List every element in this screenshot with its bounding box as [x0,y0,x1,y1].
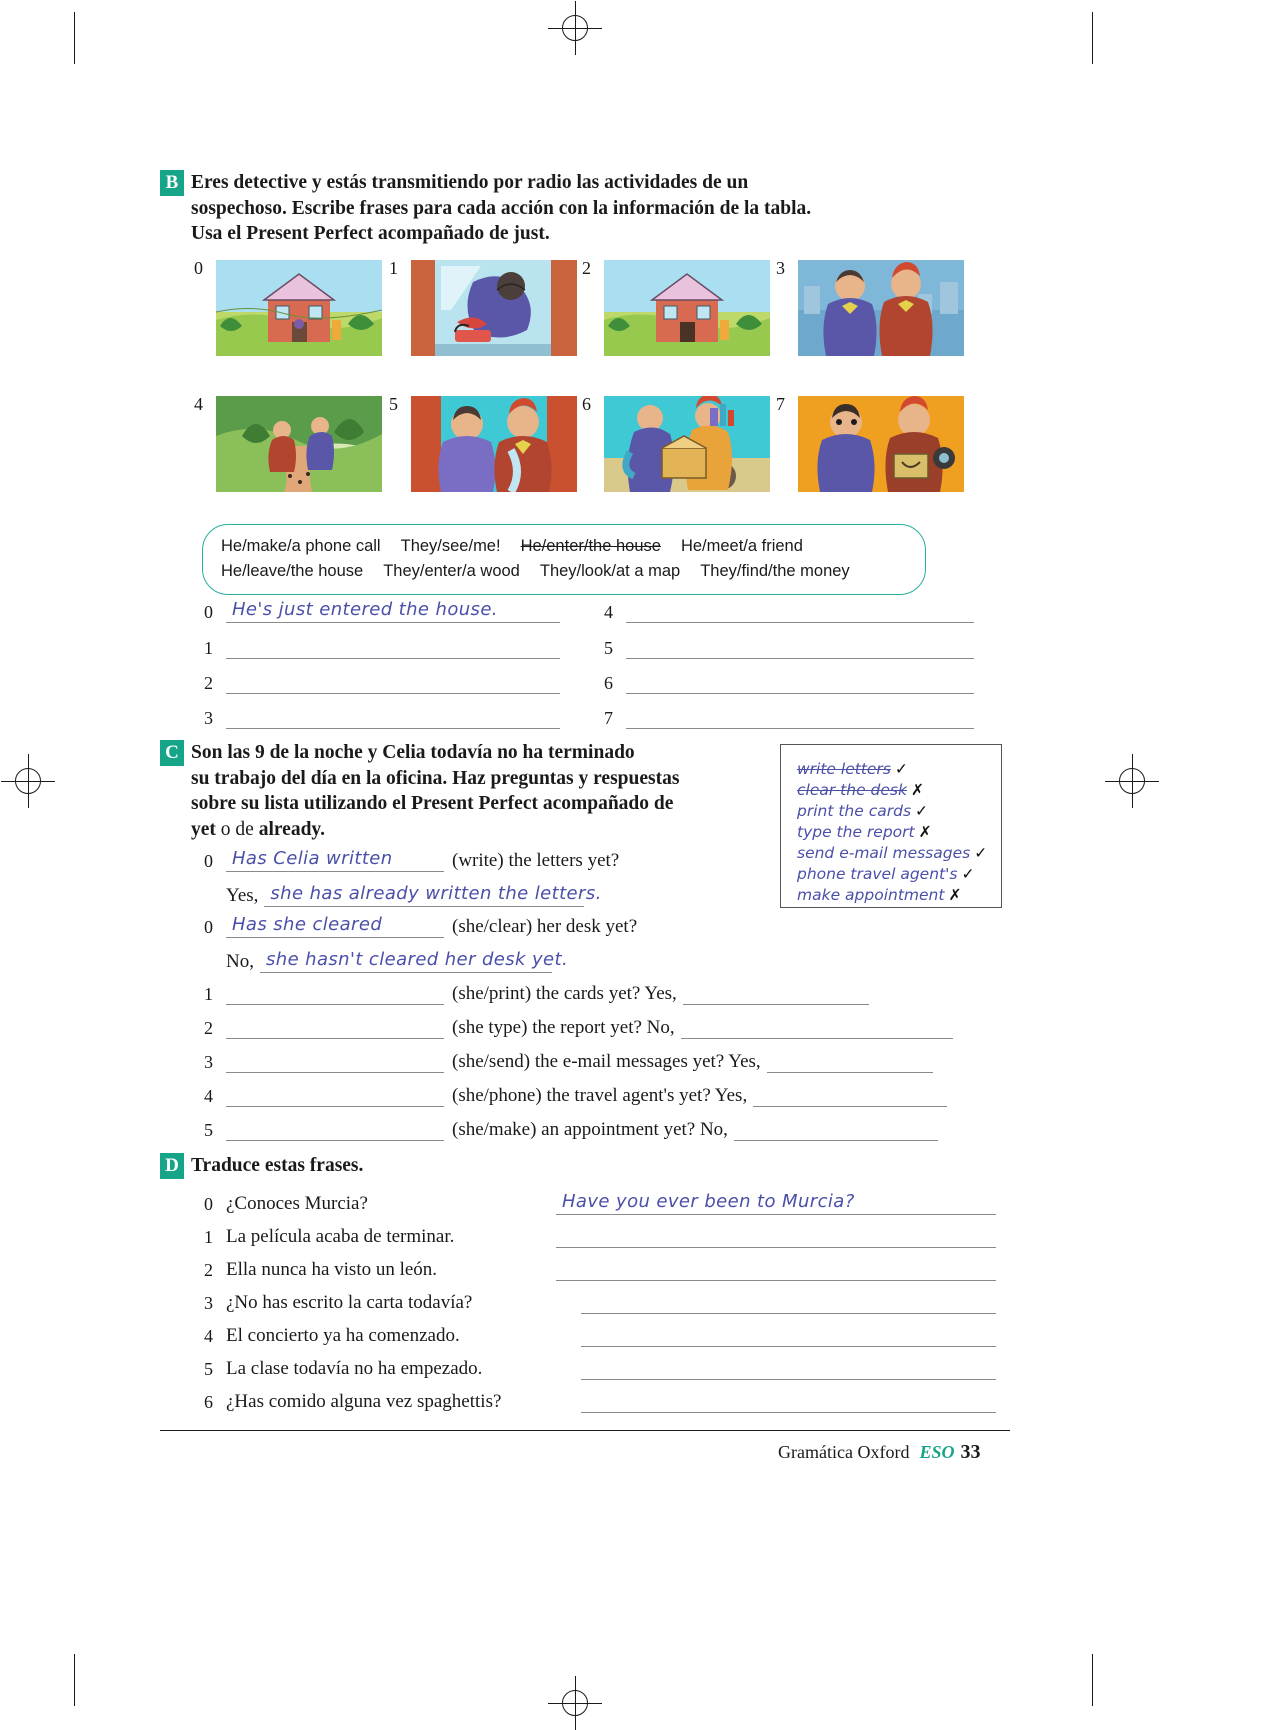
row-prompt: (she type) the report yet? No, [452,1017,675,1038]
exercise-c-row-3[interactable] [204,1050,933,1073]
row-prompt: (she/print) the cards yet? Yes, [452,983,677,1004]
exercise-d-header [160,1153,760,1179]
question-tail: (write) the letters yet? [452,850,620,871]
answer-prefix: Yes, [226,885,259,906]
exercise-b-instruction-line2: sospechoso. Escribe frases para cada acción con la información de la tabla. [191,197,812,219]
row-number: 1 [204,1227,213,1247]
answer-line[interactable] [226,636,560,659]
word-bank [202,524,926,595]
page-footer [778,1441,980,1464]
exercise-c-instruction-line1: Son las 9 de la noche y Celia todavía no ha terminado [191,742,635,763]
answer-line[interactable] [626,600,974,623]
exercise-b-answer-row-7[interactable] [604,706,984,729]
exercise-c-instruction-line2: su trabajo del día en la oficina. Haz preguntas y respuestas [191,767,680,789]
word-bank-row-2 [221,559,909,584]
exercise-c-example-2-answer[interactable] [226,949,569,973]
checklist-task: make appointment [797,886,945,904]
footer-rule [160,1430,1010,1431]
cross-mark-icon: ✗ [918,823,932,841]
answer-line[interactable] [226,849,444,872]
check-mark-icon: ✓ [915,802,929,820]
spanish-sentence: El concierto ya ha comenzado. [226,1325,460,1346]
crop-mark-top-left [74,12,75,64]
checklist-task: clear the desk [797,781,907,799]
exercise-b-answer-row-0[interactable] [204,600,574,623]
exercise-d-row-2[interactable] [204,1258,1004,1281]
checklist-task: send e-mail messages [797,844,971,862]
question-tail: (she/clear) her desk yet? [452,916,638,937]
answer-line[interactable] [264,883,602,907]
answer-number: 4 [604,602,613,622]
handwritten-answer: Has Celia written [232,848,393,869]
checklist-item-6 [797,885,985,906]
spanish-sentence: La película acaba de terminar. [226,1226,455,1247]
checklist-task: type the report [797,823,915,841]
picture-number-7: 7 [776,394,785,414]
word-bank-item-5: They/enter/a wood [383,562,520,580]
translation-line[interactable] [581,1390,996,1413]
picture-number-3: 3 [776,258,785,278]
exercise-c-row-4[interactable] [204,1084,947,1107]
picture-strip-row-2 [194,396,974,496]
spanish-sentence: ¿Has comido alguna vez spaghettis? [226,1391,502,1412]
exercise-c-example-2-question[interactable] [204,915,643,938]
exercise-d-row-4[interactable] [204,1324,1004,1347]
exercise-c-instruction [191,740,679,842]
picture-two-men-5 [411,396,577,492]
row-prompt: (she/send) the e-mail messages yet? Yes, [452,1051,761,1072]
cross-mark-icon: ✗ [948,886,962,904]
picture-house-2 [604,260,770,356]
exercise-c-row-5[interactable] [204,1118,938,1141]
exercise-b-answer-row-3[interactable] [204,706,574,729]
row-number: 3 [204,1293,213,1313]
translation-line[interactable] [581,1357,996,1380]
exercise-c-conjunction: o de [215,818,259,840]
picture-number-2: 2 [582,258,591,278]
translation-line[interactable] [556,1225,996,1248]
picture-number-6: 6 [582,394,591,414]
exercise-b-instruction [191,170,811,247]
row-prompt: (she/phone) the travel agent's yet? Yes, [452,1085,748,1106]
answer-number: 7 [604,708,613,728]
answer-line[interactable] [226,706,560,729]
row-number: 0 [204,851,213,871]
spanish-sentence: La clase todavía no ha empezado. [226,1358,483,1379]
checklist-task: print the cards [797,802,912,820]
picture-number-4: 4 [194,394,203,414]
word-bank-item-6: They/look/at a map [539,562,681,580]
picture-find-money-6 [604,396,770,492]
exercise-c-keyword-yet: yet [191,818,216,840]
handwritten-answer: Has she cleared [232,914,383,935]
word-bank-item-2: He/enter/the house [520,537,661,555]
exercise-b-instruction-line1: Eres detective y estás transmitiendo por radio las actividades de un [191,172,749,193]
row-number: 1 [204,984,213,1004]
handwritten-answer: Have you ever been to Murcia? [562,1191,855,1212]
row-number: 4 [204,1086,213,1106]
checklist-item-1 [797,780,985,801]
exercise-c-header [160,740,770,842]
answer-line-left[interactable] [226,1084,444,1107]
answer-number: 6 [604,673,613,693]
answer-number: 1 [204,638,213,658]
handwritten-answer: He's just entered the house. [232,599,498,620]
word-bank-item-1: They/see/me! [400,537,501,555]
checklist-item-2 [797,801,985,822]
answer-number: 0 [204,602,213,622]
spanish-sentence: ¿Conoces Murcia? [226,1193,368,1214]
word-bank-item-4: He/leave/the house [221,562,364,580]
exercise-b-answer-row-2[interactable] [204,671,574,694]
translation-line[interactable] [581,1291,996,1314]
exercise-b-answer-row-4[interactable] [604,600,984,623]
answer-line-left[interactable] [226,1118,444,1141]
answer-line-left[interactable] [226,1016,444,1039]
cross-mark-icon: ✗ [910,781,924,799]
check-mark-icon: ✓ [894,760,908,778]
row-prompt: (she/make) an appointment yet? No, [452,1119,728,1140]
answer-line-left[interactable] [226,982,444,1005]
picture-number-1: 1 [389,258,398,278]
footer-brand: ESO [919,1442,955,1462]
answer-number: 5 [604,638,613,658]
translation-line[interactable] [556,1258,996,1281]
answer-prefix: No, [226,951,254,972]
picture-house-0 [216,260,382,356]
row-number: 5 [204,1120,213,1140]
picture-number-0: 0 [194,258,203,278]
footer-label: Gramática Oxford [778,1442,910,1462]
checklist-item-4 [797,843,988,864]
exercise-b-instruction-line3-post: . [544,223,550,244]
exercise-d-tag: D [160,1153,184,1179]
answer-number: 2 [204,673,213,693]
row-number: 2 [204,1018,213,1038]
answer-line-right[interactable] [734,1118,938,1141]
handwritten-answer: she hasn't cleared her desk yet. [265,949,569,970]
exercise-b-keyword-just: just [513,223,545,244]
exercise-c-tag: C [160,740,184,766]
exercise-c-keyword-already: already [258,818,321,840]
exercise-c-row-1[interactable] [204,982,869,1005]
row-number: 2 [204,1260,213,1280]
answer-line-right[interactable] [683,982,869,1005]
exercise-c-example-1-question[interactable] [204,849,625,872]
picture-wood-4 [216,396,382,492]
exercise-b-header [160,170,960,247]
translation-line[interactable] [556,1192,996,1215]
translation-line[interactable] [581,1324,996,1347]
checklist-task: phone travel agent's [797,865,958,883]
checklist-task: write letters [797,760,891,778]
answer-line-left[interactable] [226,1050,444,1073]
answer-line-right[interactable] [767,1050,933,1073]
picture-number-5: 5 [389,394,398,414]
spanish-sentence: ¿No has escrito la carta todavía? [226,1292,473,1313]
exercise-b-tag: B [160,170,184,196]
answer-line-right[interactable] [753,1084,947,1107]
picture-strip-row-1 [194,260,974,360]
exercise-b-answer-row-1[interactable] [204,636,574,659]
answer-line[interactable] [226,671,560,694]
exercise-c-instruction-line3: sobre su lista utilizando el Present Perfect acompañado de [191,793,674,814]
check-mark-icon: ✓ [961,865,975,883]
answer-line[interactable] [260,949,569,973]
row-number: 4 [204,1326,213,1346]
exercise-d-row-3[interactable] [204,1291,1004,1314]
answer-line[interactable] [626,671,974,694]
row-number: 6 [204,1392,213,1412]
exercise-b-answer-row-5[interactable] [604,636,984,659]
answer-line[interactable] [626,706,974,729]
row-number: 3 [204,1052,213,1072]
row-number: 0 [204,917,213,937]
exercise-d-row-5[interactable] [204,1357,1004,1380]
exercise-b-instruction-line3: Usa el Present Perfect acompañado de [191,223,514,244]
check-mark-icon: ✓ [974,844,988,862]
exercise-d-row-6[interactable] [204,1390,1004,1413]
word-bank-item-7: They/find/the money [700,562,850,580]
answer-line[interactable] [226,600,560,623]
picture-see-me-7 [798,396,964,492]
handwritten-answer: she has already written the letters. [270,883,602,904]
exercise-d-instruction: Traduce estas frases. [191,1155,364,1176]
page-number: 33 [960,1441,981,1463]
exercise-c-period: . [320,818,325,840]
exercise-b-answer-row-6[interactable] [604,671,984,694]
answer-line-right[interactable] [681,1016,953,1039]
crop-mark-bottom-left [74,1654,75,1706]
word-bank-item-3: He/meet/a friend [680,537,803,555]
picture-meet-friend-3 [798,260,964,356]
checklist-item-0 [797,759,985,780]
exercise-d-row-0[interactable] [204,1192,1004,1215]
answer-number: 3 [204,708,213,728]
checklist-item-5 [797,864,985,885]
answer-line[interactable] [226,915,444,938]
crop-mark-top-right [1092,12,1093,64]
word-bank-row-1 [221,534,909,559]
crop-mark-bottom-right [1092,1654,1093,1706]
exercise-c-example-1-answer[interactable] [226,883,602,907]
picture-phone-call-1 [411,260,577,356]
word-bank-item-0: He/make/a phone call [221,537,381,555]
spanish-sentence: Ella nunca ha visto un león. [226,1259,438,1280]
row-number: 0 [204,1194,213,1214]
answer-line[interactable] [626,636,974,659]
exercise-c-row-2[interactable] [204,1016,953,1039]
checklist-item-3 [797,822,985,843]
row-number: 5 [204,1359,213,1379]
exercise-d-row-1[interactable] [204,1225,1004,1248]
celia-task-checklist [780,744,1002,908]
